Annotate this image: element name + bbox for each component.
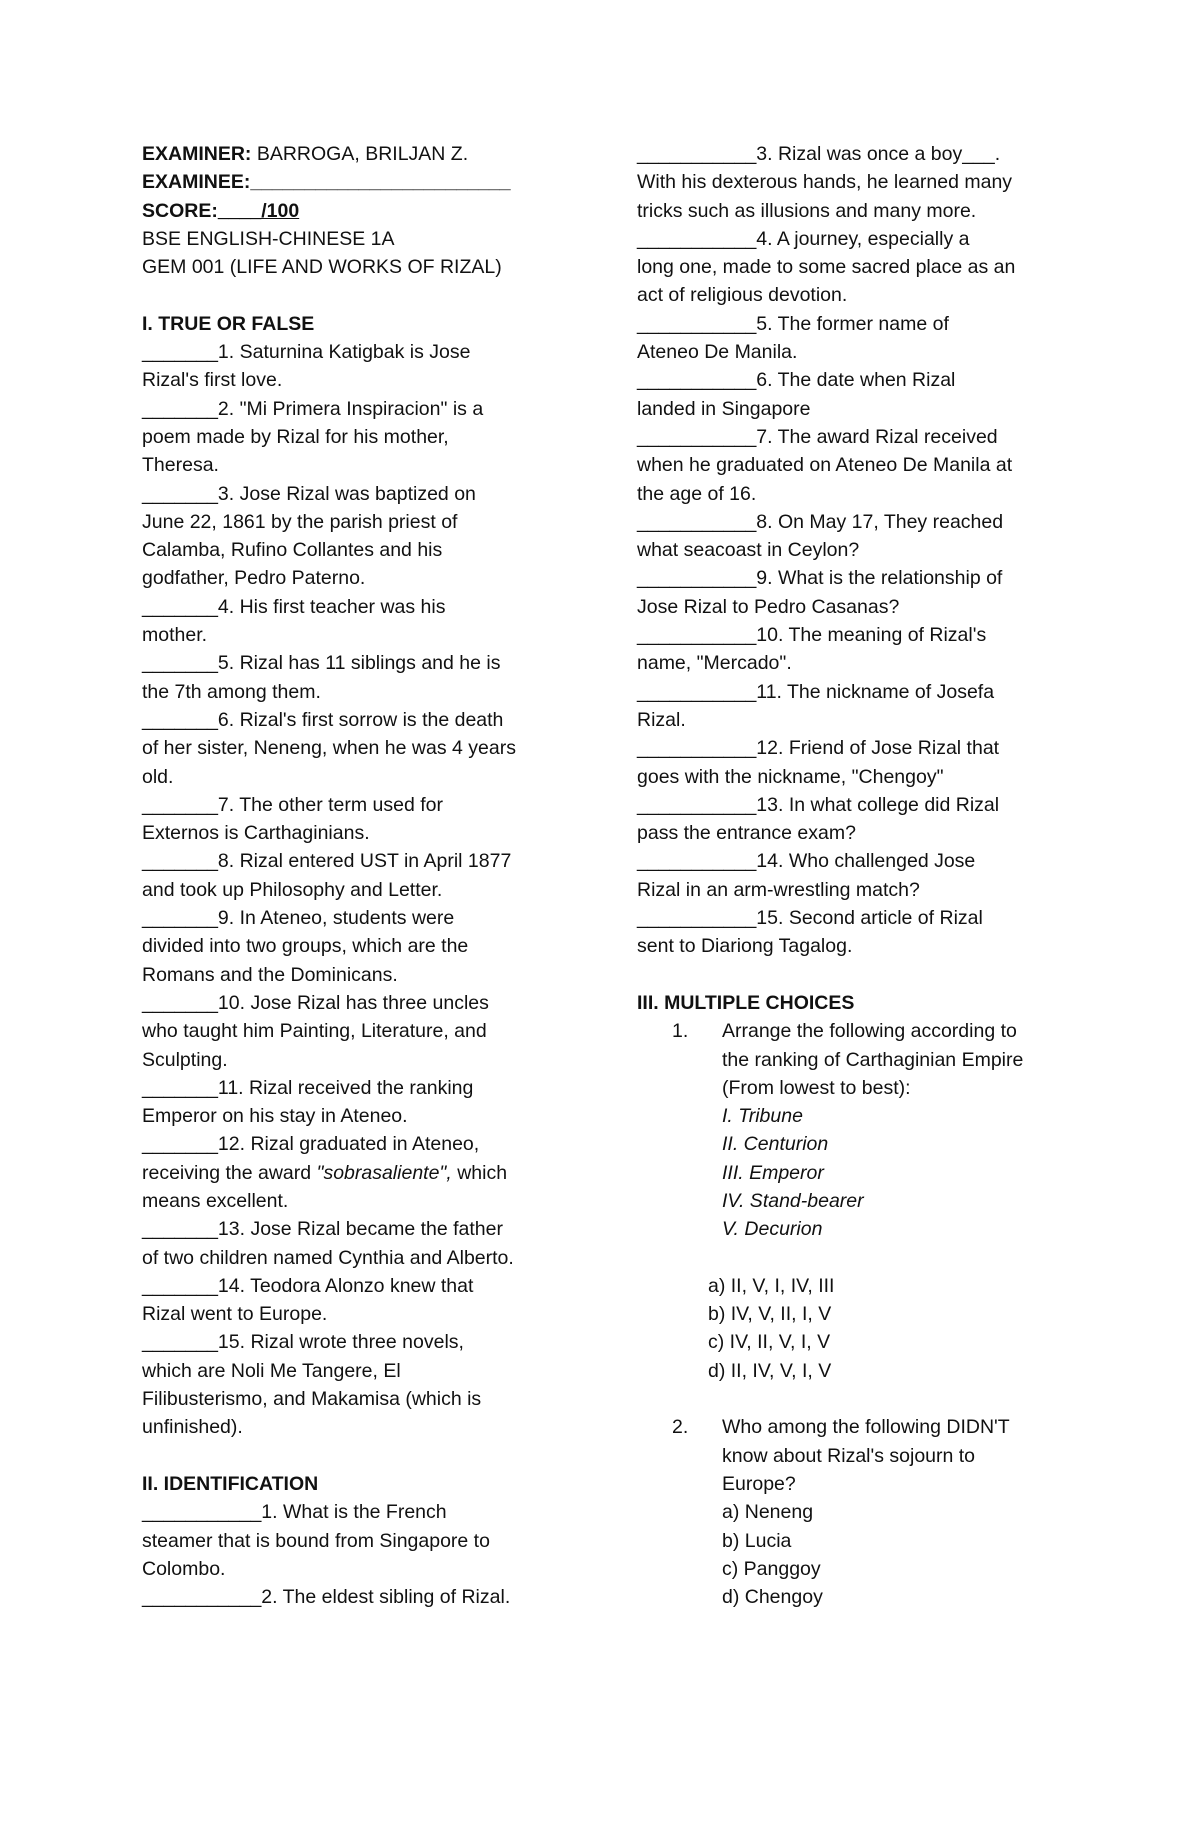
tf-question-line: _______14. Teodora Alonzo knew that [142, 1274, 474, 1297]
identification-question-line: what seacoast in Ceylon? [637, 539, 860, 562]
mc-rank-item: III. Emperor [722, 1161, 824, 1184]
examinee-line [142, 168, 580, 196]
mc-question-body [722, 1017, 1069, 1243]
tf-question-line: _______13. Jose Rizal became the father [142, 1218, 503, 1241]
identification-question-line: ___________5. The former name of [637, 312, 949, 335]
identification-question-line: Jose Rizal to Pedro Casanas? [637, 595, 900, 618]
true-false-questions-cont [142, 1187, 580, 1442]
identification-question-line: name, "Mercado". [637, 652, 792, 675]
mc-question-text: Europe? [722, 1472, 796, 1495]
course-line: BSE ENGLISH-CHINESE 1A [142, 227, 395, 250]
mc-rank-item: I. Tribune [722, 1105, 803, 1128]
score-label: SCORE: [142, 199, 218, 222]
identification-question-line: ___________2. The eldest sibling of Rizal. [142, 1586, 511, 1609]
identification-question-line: tricks such as illusions and many more. [637, 199, 977, 222]
tf-question-line: Theresa. [142, 454, 219, 477]
identification-questions-right [637, 140, 1069, 961]
tf-question-line: poem made by Rizal for his mother, [142, 425, 449, 448]
identification-question-line: ___________8. On May 17, They reached [637, 510, 1004, 533]
tf-question-line: of two children named Cynthia and Alberto. [142, 1246, 514, 1269]
subject-line: GEM 001 (LIFE AND WORKS OF RIZAL) [142, 256, 502, 279]
tf-text: which [451, 1161, 508, 1184]
mc-question-text: the ranking of Carthaginian Empire [722, 1048, 1024, 1071]
tf-question-line: _______15. Rizal wrote three novels, [142, 1331, 464, 1354]
tf-question-line: _______1. Saturnina Katigbak is Jose [142, 341, 471, 364]
identification-question-line: ___________13. In what college did Rizal [637, 793, 1000, 816]
section-3-title: III. MULTIPLE CHOICES [637, 991, 855, 1014]
identification-question-line: ___________9. What is the relationship of [637, 567, 1003, 590]
identification-question-line: ___________3. Rizal was once a boy___. [637, 143, 1001, 165]
identification-question-line: With his dexterous hands, he learned many [637, 171, 1013, 194]
tf-question-line: Calamba, Rufino Collantes and his [142, 539, 443, 562]
tf-question-line: _______9. In Ateneo, students were [142, 907, 455, 930]
mc-question-2 [637, 1413, 1069, 1611]
tf-question-line: the 7th among them. [142, 680, 321, 703]
identification-question-line: ___________15. Second article of Rizal [637, 907, 983, 930]
left-column [142, 140, 580, 1611]
tf-question-line: who taught him Painting, Literature, and [142, 1020, 487, 1043]
tf-question-line: _______4. His first teacher was his [142, 595, 446, 618]
mc-choice: d) Chengoy [722, 1586, 823, 1609]
identification-question-line: pass the entrance exam? [637, 822, 856, 845]
tf-question-line: Rizal's first love. [142, 369, 283, 392]
tf-question-line: mother. [142, 624, 208, 647]
mc-choice: b) Lucia [722, 1529, 792, 1552]
tf-italic-term: "sobrasaliente", [316, 1161, 452, 1184]
examiner-label: EXAMINER: [142, 143, 252, 165]
examinee-blank: ________________________ [250, 171, 511, 194]
tf-question-line: and took up Philosophy and Letter. [142, 878, 443, 901]
identification-question-line: ___________14. Who challenged Jose [637, 850, 976, 873]
mc-number: 2. [672, 1416, 689, 1439]
mc-question-body [722, 1413, 1069, 1611]
tf-question-line: June 22, 1861 by the parish priest of [142, 510, 458, 533]
mc-question-text: Who among the following DIDN'T [722, 1416, 1010, 1439]
mc-choice: d) II, IV, V, I, V [708, 1359, 832, 1382]
tf-question-line: divided into two groups, which are the [142, 935, 469, 958]
tf-question-line: of her sister, Neneng, when he was 4 years [142, 737, 516, 760]
mc-choice: b) IV, V, II, I, V [708, 1303, 832, 1326]
mc-question-text: know about Rizal's sojourn to [722, 1444, 976, 1467]
tf-question-line: _______8. Rizal entered UST in April 1877 [142, 850, 512, 873]
identification-question-line: Rizal in an arm-wrestling match? [637, 878, 920, 901]
tf-question-line: means excellent. [142, 1189, 289, 1212]
tf-question-line: godfather, Pedro Paterno. [142, 567, 366, 590]
tf-question-line: _______3. Jose Rizal was baptized on [142, 482, 476, 505]
identification-question-line: ___________6. The date when Rizal [637, 369, 956, 392]
tf-question-line: Sculpting. [142, 1048, 228, 1071]
tf-question-line: Filibusterismo, and Makamisa (which is [142, 1388, 482, 1411]
section-2-title: II. IDENTIFICATION [142, 1472, 319, 1495]
mc-rank-item: II. Centurion [722, 1133, 829, 1156]
score-line [142, 197, 580, 225]
identification-question-line: the age of 16. [637, 482, 757, 505]
mc-choice: c) IV, II, V, I, V [708, 1331, 831, 1354]
tf-question-line: _______6. Rizal's first sorrow is the death [142, 708, 504, 731]
mc-choice: a) II, V, I, IV, III [708, 1274, 835, 1297]
mc-rank-item: V. Decurion [722, 1218, 823, 1241]
tf-question-line: Rizal went to Europe. [142, 1303, 328, 1326]
tf-question-line: Externos is Carthaginians. [142, 822, 370, 845]
identification-question-line: sent to Diariong Tagalog. [637, 935, 853, 958]
tf-text: receiving the award [142, 1161, 317, 1184]
examiner-name: BARROGA, BRILJAN Z. [251, 143, 469, 165]
identification-question-line: steamer that is bound from Singapore to [142, 1529, 490, 1552]
tf-question-line: Romans and the Dominicans. [142, 963, 398, 986]
tf-question-line: _______11. Rizal received the ranking [142, 1076, 474, 1099]
section-1-title: I. TRUE OR FALSE [142, 312, 315, 335]
tf-question-line [142, 1159, 580, 1187]
examiner-line [142, 140, 580, 168]
mc-rank-item: IV. Stand-bearer [722, 1189, 864, 1212]
score-value: ____/100 [217, 199, 300, 222]
identification-question-line: landed in Singapore [637, 397, 811, 420]
identification-question-line: ___________10. The meaning of Rizal's [637, 624, 987, 647]
identification-question-line: Colombo. [142, 1557, 226, 1580]
tf-question-line: unfinished). [142, 1416, 243, 1439]
tf-question-line: old. [142, 765, 174, 788]
mc-choice: a) Neneng [722, 1501, 814, 1524]
tf-question-line: _______10. Jose Rizal has three uncles [142, 991, 489, 1014]
mc-number: 1. [672, 1020, 689, 1043]
true-false-questions [142, 338, 580, 1159]
mc-choice: c) Panggoy [722, 1557, 821, 1580]
mc-question-text: (From lowest to best): [722, 1076, 911, 1099]
identification-question-line: goes with the nickname, "Chengoy" [637, 765, 944, 788]
right-column [637, 140, 1069, 1611]
identification-question-line: long one, made to some sacred place as an [637, 256, 1016, 279]
identification-questions-left [142, 1498, 580, 1611]
identification-question-line: ___________12. Friend of Jose Rizal that [637, 737, 1000, 760]
identification-question-line: Ateneo De Manila. [637, 341, 798, 364]
tf-question-line: Emperor on his stay in Ateneo. [142, 1105, 408, 1128]
identification-question-line: ___________7. The award Rizal received [637, 425, 998, 448]
tf-question-line: which are Noli Me Tangere, El [142, 1359, 401, 1382]
identification-question-line: ___________1. What is the French [142, 1501, 447, 1524]
identification-question-line: ___________4. A journey, especially a [637, 227, 970, 250]
identification-question-line: when he graduated on Ateneo De Manila at [637, 454, 1013, 477]
examinee-label: EXAMINEE: [142, 171, 251, 194]
tf-question-line: _______5. Rizal has 11 siblings and he is [142, 652, 501, 675]
identification-question-line: Rizal. [637, 708, 686, 731]
tf-question-line: _______7. The other term used for [142, 793, 444, 816]
mc-question-1 [637, 1017, 1069, 1243]
identification-question-line: ___________11. The nickname of Josefa [637, 680, 995, 703]
tf-question-line: _______2. "Mi Primera Inspiracion" is a [142, 397, 484, 420]
tf-question-line: _______12. Rizal graduated in Ateneo, [142, 1133, 480, 1156]
identification-question-line: act of religious devotion. [637, 284, 848, 307]
mc-question-text: Arrange the following according to [722, 1020, 1017, 1043]
mc-choices [637, 1272, 1069, 1385]
